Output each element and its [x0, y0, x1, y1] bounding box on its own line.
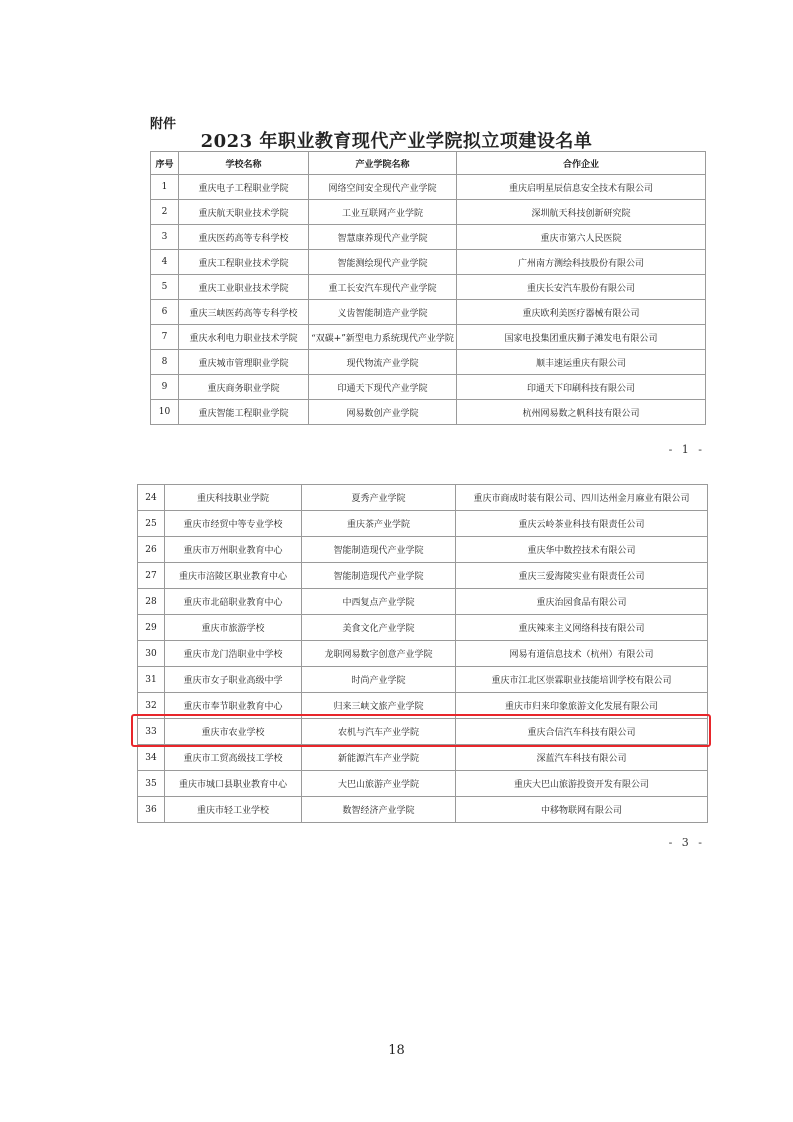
- table-cell: 归来三峡文旅产业学院: [302, 693, 456, 719]
- table-cell: 1: [151, 175, 179, 200]
- table-cell: 重庆市轻工业学校: [165, 797, 302, 823]
- table-cell: 30: [138, 641, 165, 667]
- table-cell: 33: [138, 719, 165, 745]
- table-cell: 5: [151, 275, 179, 300]
- table-cell: 网易有道信息技术（杭州）有限公司: [456, 641, 708, 667]
- table-cell: 10: [151, 400, 179, 425]
- table-cell: 重庆云岭茶业科技有限责任公司: [456, 511, 708, 537]
- table-cell: 杭州网易数之帆科技有限公司: [457, 400, 706, 425]
- table-cell: 25: [138, 511, 165, 537]
- document-title: 2023 年职业教育现代产业学院拟立项建设名单: [200, 131, 593, 152]
- table-cell: 29: [138, 615, 165, 641]
- table-row: [151, 400, 706, 425]
- table-cell: 重庆市农业学校: [165, 719, 302, 745]
- table-cell: 智能测绘现代产业学院: [309, 250, 457, 275]
- attachment-label: 附件: [150, 117, 177, 132]
- table-row: [151, 300, 706, 325]
- table-cell: 重庆茶产业学院: [302, 511, 456, 537]
- table-cell: 重庆市涪陵区职业教育中心: [165, 563, 302, 589]
- table-row: [151, 225, 706, 250]
- table-cell: 重庆医药高等专科学校: [179, 225, 309, 250]
- table-cell: 夏秀产业学院: [302, 485, 456, 511]
- table-row: [138, 745, 708, 771]
- table-cell: 重庆市第六人民医院: [457, 225, 706, 250]
- table-row: [138, 485, 708, 511]
- table-cell: 顺丰速运重庆有限公司: [457, 350, 706, 375]
- table-cell: 重庆航天职业技术学院: [179, 200, 309, 225]
- table-cell: “双碳+”新型电力系统现代产业学院: [309, 325, 457, 350]
- table-cell: 现代物流产业学院: [309, 350, 457, 375]
- table-row: [138, 537, 708, 563]
- table-row: [151, 175, 706, 200]
- table-cell: 3: [151, 225, 179, 250]
- table-cell: 6: [151, 300, 179, 325]
- table-row: [138, 667, 708, 693]
- table-cell: 深蓝汽车科技有限公司: [456, 745, 708, 771]
- table-row: [138, 589, 708, 615]
- table-row: [138, 563, 708, 589]
- table-cell: 重庆市北碚职业教育中心: [165, 589, 302, 615]
- school-list-table-page-3: [137, 484, 708, 823]
- table-cell: 35: [138, 771, 165, 797]
- column-header: 产业学院名称: [309, 152, 457, 175]
- table-cell: 广州南方测绘科技股份有限公司: [457, 250, 706, 275]
- table-cell: 中西复点产业学院: [302, 589, 456, 615]
- table-cell: 重庆市经贸中等专业学校: [165, 511, 302, 537]
- table-cell: 重庆商务职业学院: [179, 375, 309, 400]
- table-cell: 34: [138, 745, 165, 771]
- table-row: [138, 511, 708, 537]
- table-cell: 深圳航天科技创新研究院: [457, 200, 706, 225]
- table-cell: 龙职网易数字创意产业学院: [302, 641, 456, 667]
- table-cell: 2: [151, 200, 179, 225]
- table-cell: 中移物联网有限公司: [456, 797, 708, 823]
- table-row: [138, 797, 708, 823]
- table-cell: 28: [138, 589, 165, 615]
- table-header: [151, 152, 706, 175]
- table-cell: 重庆水利电力职业技术学院: [179, 325, 309, 350]
- table-cell: 数智经济产业学院: [302, 797, 456, 823]
- table-cell: 重庆长安汽车股份有限公司: [457, 275, 706, 300]
- column-header: 序号: [151, 152, 179, 175]
- table-cell: 重庆工程职业技术学院: [179, 250, 309, 275]
- table-body: [138, 485, 708, 823]
- table-cell: 重庆市江北区崇霖职业技能培训学校有限公司: [456, 667, 708, 693]
- table-cell: 4: [151, 250, 179, 275]
- table-cell: 重庆市工贸高级技工学校: [165, 745, 302, 771]
- table-row: [138, 615, 708, 641]
- table-cell: 重庆科技职业学院: [165, 485, 302, 511]
- table-cell: 国家电投集团重庆狮子滩发电有限公司: [457, 325, 706, 350]
- table-row: [151, 275, 706, 300]
- table-cell: 重庆智能工程职业学院: [179, 400, 309, 425]
- table-cell: 重庆市商成时装有限公司、四川达州金月麻业有限公司: [456, 485, 708, 511]
- table-cell: 工业互联网产业学院: [309, 200, 457, 225]
- table-cell: 重工长安汽车现代产业学院: [309, 275, 457, 300]
- table-cell: 农机与汽车产业学院: [302, 719, 456, 745]
- table-cell: 24: [138, 485, 165, 511]
- table-cell: 重庆大巴山旅游投资开发有限公司: [456, 771, 708, 797]
- table-cell: 36: [138, 797, 165, 823]
- table-cell: 7: [151, 325, 179, 350]
- table-cell: 新能源汽车产业学院: [302, 745, 456, 771]
- table-cell: 重庆电子工程职业学院: [179, 175, 309, 200]
- table-cell: 重庆市女子职业高级中学: [165, 667, 302, 693]
- table-cell: 智能制造现代产业学院: [302, 537, 456, 563]
- table-cell: 重庆市城口县职业教育中心: [165, 771, 302, 797]
- table-cell: 网络空间安全现代产业学院: [309, 175, 457, 200]
- table-row: [138, 771, 708, 797]
- page-marker: - 1 -: [668, 443, 705, 456]
- column-header: 学校名称: [179, 152, 309, 175]
- table-cell: 重庆工业职业技术学院: [179, 275, 309, 300]
- table-cell: 重庆市龙门浩职业中学校: [165, 641, 302, 667]
- highlight-box: [131, 714, 711, 747]
- table-cell: 9: [151, 375, 179, 400]
- page-marker: - 3 -: [668, 836, 705, 849]
- table-cell: 重庆辣来主义网络科技有限公司: [456, 615, 708, 641]
- table-cell: 8: [151, 350, 179, 375]
- table-cell: 印通天下印刷科技有限公司: [457, 375, 706, 400]
- table-cell: 智能制造现代产业学院: [302, 563, 456, 589]
- page-number: 18: [388, 1043, 405, 1058]
- column-header: 合作企业: [457, 152, 706, 175]
- table-cell: 重庆华中数控技术有限公司: [456, 537, 708, 563]
- table-cell: 大巴山旅游产业学院: [302, 771, 456, 797]
- table-cell: 重庆城市管理职业学院: [179, 350, 309, 375]
- table-row: [151, 250, 706, 275]
- school-list-table-page-1: [150, 151, 706, 425]
- table-cell: 时尚产业学院: [302, 667, 456, 693]
- table-cell: 印通天下现代产业学院: [309, 375, 457, 400]
- table-cell: 重庆启明星辰信息安全技术有限公司: [457, 175, 706, 200]
- table-cell: 重庆三峡医药高等专科学校: [179, 300, 309, 325]
- table-cell: 重庆欧利美医疗器械有限公司: [457, 300, 706, 325]
- table-cell: 智慧康养现代产业学院: [309, 225, 457, 250]
- table-cell: 重庆市归来印象旅游文化发展有限公司: [456, 693, 708, 719]
- table-cell: 重庆治园食品有限公司: [456, 589, 708, 615]
- table-cell: 网易数创产业学院: [309, 400, 457, 425]
- table-row: [138, 641, 708, 667]
- table-row: [151, 375, 706, 400]
- table-row: [151, 200, 706, 225]
- table-cell: 26: [138, 537, 165, 563]
- table-cell: 重庆三爱海陵实业有限责任公司: [456, 563, 708, 589]
- table-cell: 27: [138, 563, 165, 589]
- table-cell: 重庆合信汽车科技有限公司: [456, 719, 708, 745]
- table-row: [151, 350, 706, 375]
- table-cell: 重庆市旅游学校: [165, 615, 302, 641]
- table-row: [151, 325, 706, 350]
- table-cell: 31: [138, 667, 165, 693]
- table-cell: 义齿智能制造产业学院: [309, 300, 457, 325]
- table-cell: 重庆市奉节职业教育中心: [165, 693, 302, 719]
- header-row: [151, 152, 706, 175]
- table-body: [151, 175, 706, 425]
- table-cell: 重庆市万州职业教育中心: [165, 537, 302, 563]
- table-cell: 美食文化产业学院: [302, 615, 456, 641]
- table-cell: 32: [138, 693, 165, 719]
